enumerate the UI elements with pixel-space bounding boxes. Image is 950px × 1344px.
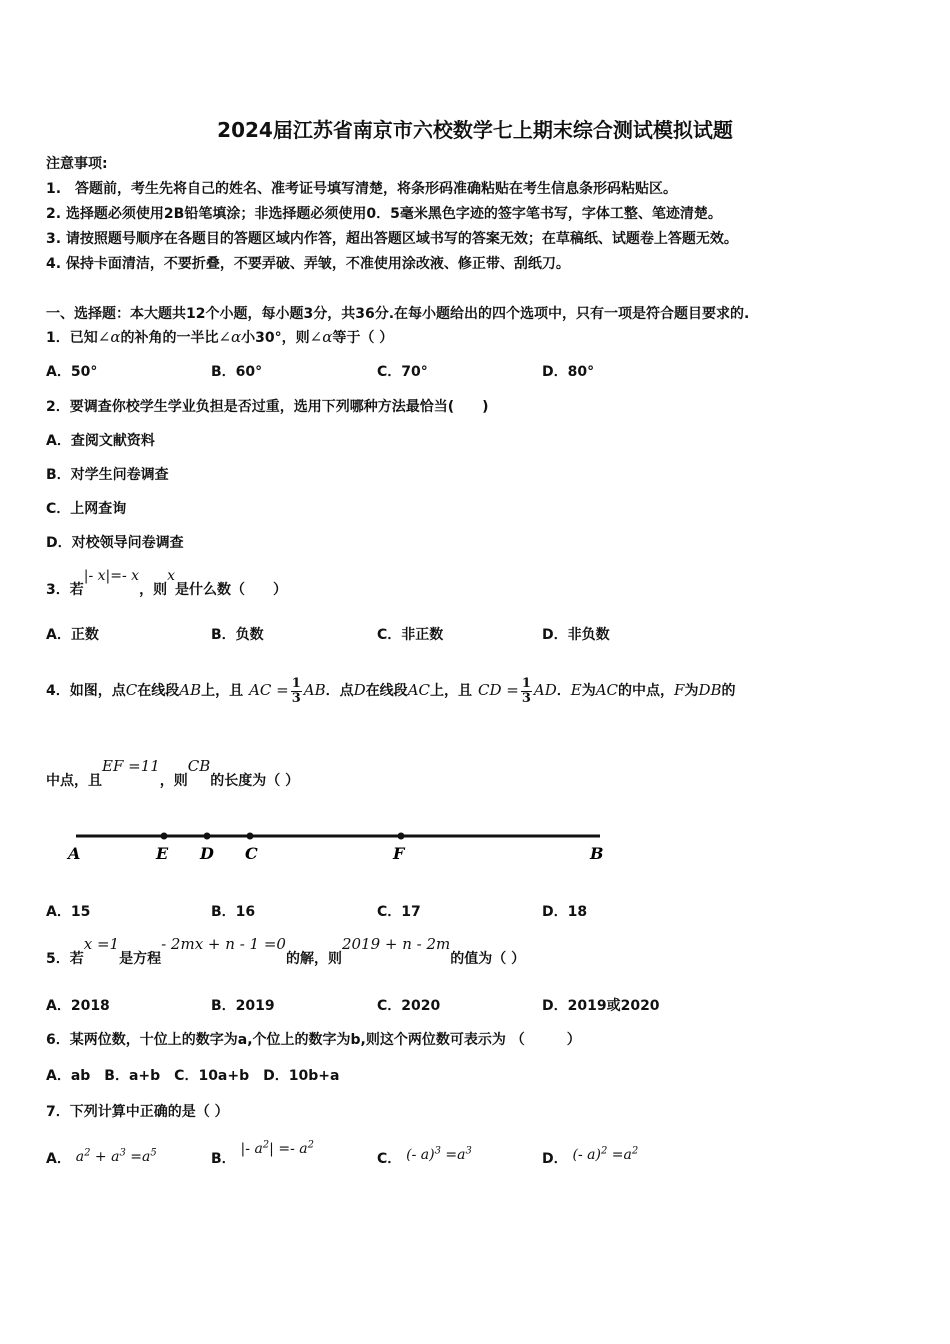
section-heading: 一、选择题：本大题共12个小题，每小题3分，共36分.在每小题给出的四个选项中，只有一项是符合题目要求的. [46, 306, 750, 322]
q7-option-b[interactable] [211, 1139, 314, 1168]
q4-option-a[interactable]: A．15 [46, 904, 91, 920]
q4-option-d[interactable]: D．18 [542, 904, 588, 920]
point-d: D [353, 681, 366, 699]
notes-item: 1. 答题前，考生先将自己的姓名、准考证号填写清楚，将条形码准确粘贴在考生信息条形码粘贴区。 [46, 181, 678, 197]
q2-option-c[interactable]: C．上网查询 [46, 501, 127, 517]
q4-text: 的中点， [618, 683, 675, 699]
q7-option-label: A． [46, 1151, 71, 1167]
q5-text: 5．若 [46, 951, 84, 967]
point-f: F [674, 681, 685, 699]
label-b: B [590, 844, 604, 863]
notes-item: 3. 请按照题号顺序在各题目的答题区域内作答，超出答题区域书写的答案无效；在草稿纸、试题卷上答题无效。 [46, 231, 738, 247]
q2-option-a[interactable]: A．查阅文献资料 [46, 433, 155, 449]
q3-text: 3．若 [46, 582, 84, 598]
q5-option-c[interactable]: C．2020 [377, 998, 441, 1014]
q4-text: 在线段 [365, 683, 408, 699]
q4-text: 4．如图，点 [46, 683, 126, 699]
q1-option-d[interactable]: D．80° [542, 364, 595, 380]
label-d: D [200, 844, 214, 863]
label-a: A [68, 844, 81, 863]
q4-text: 的 [721, 683, 736, 699]
question-1 [46, 327, 393, 347]
q1-text: 1．已知 [46, 330, 98, 346]
angle-alpha: ∠α [218, 328, 242, 346]
segment-ab: AB [179, 681, 202, 699]
question-5 [46, 935, 526, 968]
q7-expression-c: (- $a)^3 =a^3$ [406, 1145, 472, 1163]
segment-ad: AD [533, 681, 557, 699]
segment-cb: CB [187, 757, 211, 775]
label-c: C [245, 844, 258, 863]
fraction-numerator: 1 [521, 675, 531, 691]
question-2: 2．要调查你校学生学业负担是否过重，选用下列哪种方法最恰当( ) [46, 399, 489, 415]
q7-expression-b: |- $a^2| =- a^2$ [240, 1139, 314, 1157]
angle-alpha: ∠α [97, 328, 121, 346]
fraction-one-third [291, 677, 302, 706]
point-c: C [125, 681, 138, 699]
q5-equation: - 2mx + n - 1 =0 [161, 935, 286, 953]
q1-option-a[interactable]: A．50° [46, 364, 98, 380]
q3-option-c[interactable]: C．非正数 [377, 627, 444, 643]
q7-option-d[interactable] [542, 1145, 639, 1168]
q5-option-d[interactable]: D．2019或2020 [542, 998, 660, 1014]
fraction-one-third [521, 677, 532, 706]
q1-text: 小30°，则 [241, 330, 310, 346]
segment-db: DB [698, 681, 722, 699]
ac-equation: AC = [249, 681, 289, 699]
question-6: 6．某两位数，十位上的数字为a,个位上的数字为b,则这个两位数可表示为 （ ） [46, 1032, 581, 1048]
q5-text: 的解，则 [285, 951, 342, 967]
q5-condition: x =1 [83, 935, 120, 953]
q1-option-c[interactable]: C．70° [377, 364, 428, 380]
q7-expression-a: $a^2 + a^3 =a^5$ [75, 1147, 157, 1165]
q3-option-d[interactable]: D．非负数 [542, 627, 610, 643]
q5-text: 是方程 [119, 951, 162, 967]
q4-text: 为 [581, 683, 596, 699]
notes-item: 2. 选择题必须使用2B铅笔填涂；非选择题必须使用0．5毫米黑色字迹的签字笔书写，字体工整、笔迹清楚。 [46, 206, 722, 222]
point-marker-f [398, 833, 405, 840]
notes-item: 4. 保持卡面清洁，不要折叠，不要弄破、弄皱，不准使用涂改液、修正带、刮纸刀。 [46, 256, 570, 272]
segment-ac: AC [595, 681, 619, 699]
q2-option-d[interactable]: D．对校领导问卷调查 [46, 535, 184, 551]
q1-text: 等于（ ） [332, 330, 394, 346]
segment-ab: AB [303, 681, 326, 699]
question-4 [46, 668, 736, 713]
line-segment-figure [60, 826, 620, 870]
q7-option-c[interactable] [377, 1145, 472, 1168]
page-title: 2024届江苏省南京市六校数学七上期末综合测试模拟试题 [217, 118, 733, 142]
q3-text: ，则 [139, 582, 168, 598]
question-3 [46, 568, 287, 599]
q5-option-a[interactable]: A．2018 [46, 998, 110, 1014]
question-7: 7．下列计算中正确的是（ ） [46, 1104, 229, 1120]
q7-expression-d: (- $a)^2 =a^2$ [572, 1145, 639, 1163]
q3-expression: |- x|=- x [83, 568, 140, 584]
q3-option-b[interactable]: B．负数 [211, 627, 264, 643]
q1-option-b[interactable]: B．60° [211, 364, 263, 380]
fraction-denominator: 3 [521, 690, 531, 706]
q3-option-a[interactable]: A．正数 [46, 627, 99, 643]
q4-text: 上，且 [430, 683, 472, 699]
segment-ac: AC [407, 681, 430, 699]
q7-option-a[interactable] [46, 1148, 157, 1168]
label-e: E [156, 844, 169, 863]
q5-expression: 2019 + n - 2m [341, 935, 451, 953]
q4-text: 的长度为（ ） [210, 773, 300, 789]
q4-text: 在线段 [137, 683, 180, 699]
q4-text: 为 [684, 683, 699, 699]
q5-option-b[interactable]: B．2019 [211, 998, 275, 1014]
point-marker-e [161, 833, 168, 840]
q3-text: 是什么数（ ） [174, 582, 287, 598]
q4-text: ．点 [325, 683, 354, 699]
cd-equation: CD = [478, 681, 519, 699]
angle-alpha: ∠α [309, 328, 333, 346]
q1-text: 的补角的一半比 [120, 330, 219, 346]
q4-option-c[interactable]: C．17 [377, 904, 421, 920]
notes-heading: 注意事项: [46, 156, 108, 172]
q4-text: 上，且 [201, 683, 244, 699]
q3-variable: x [167, 568, 175, 584]
q5-text: 的值为（ ） [450, 951, 526, 967]
q7-option-label: B． [211, 1151, 236, 1167]
q4-option-b[interactable]: B．16 [211, 904, 256, 920]
q4-text: ． [556, 683, 571, 699]
ef-equation: EF =11 [102, 757, 160, 775]
q2-option-b[interactable]: B．对学生问卷调查 [46, 467, 169, 483]
point-marker-c [247, 833, 254, 840]
q7-option-label: D． [542, 1151, 568, 1167]
q7-option-label: C． [377, 1151, 402, 1167]
q4-text: 中点，且 [46, 773, 102, 789]
label-f: F [393, 844, 405, 863]
fraction-denominator: 3 [291, 690, 301, 706]
point-marker-d [204, 833, 211, 840]
q6-options[interactable]: A．ab B．a+b C．10a+b D．10b+a [46, 1068, 340, 1084]
fraction-numerator: 1 [291, 675, 301, 691]
point-e: E [570, 681, 582, 699]
question-4-continued [46, 757, 300, 790]
q4-text: ，则 [159, 773, 188, 789]
